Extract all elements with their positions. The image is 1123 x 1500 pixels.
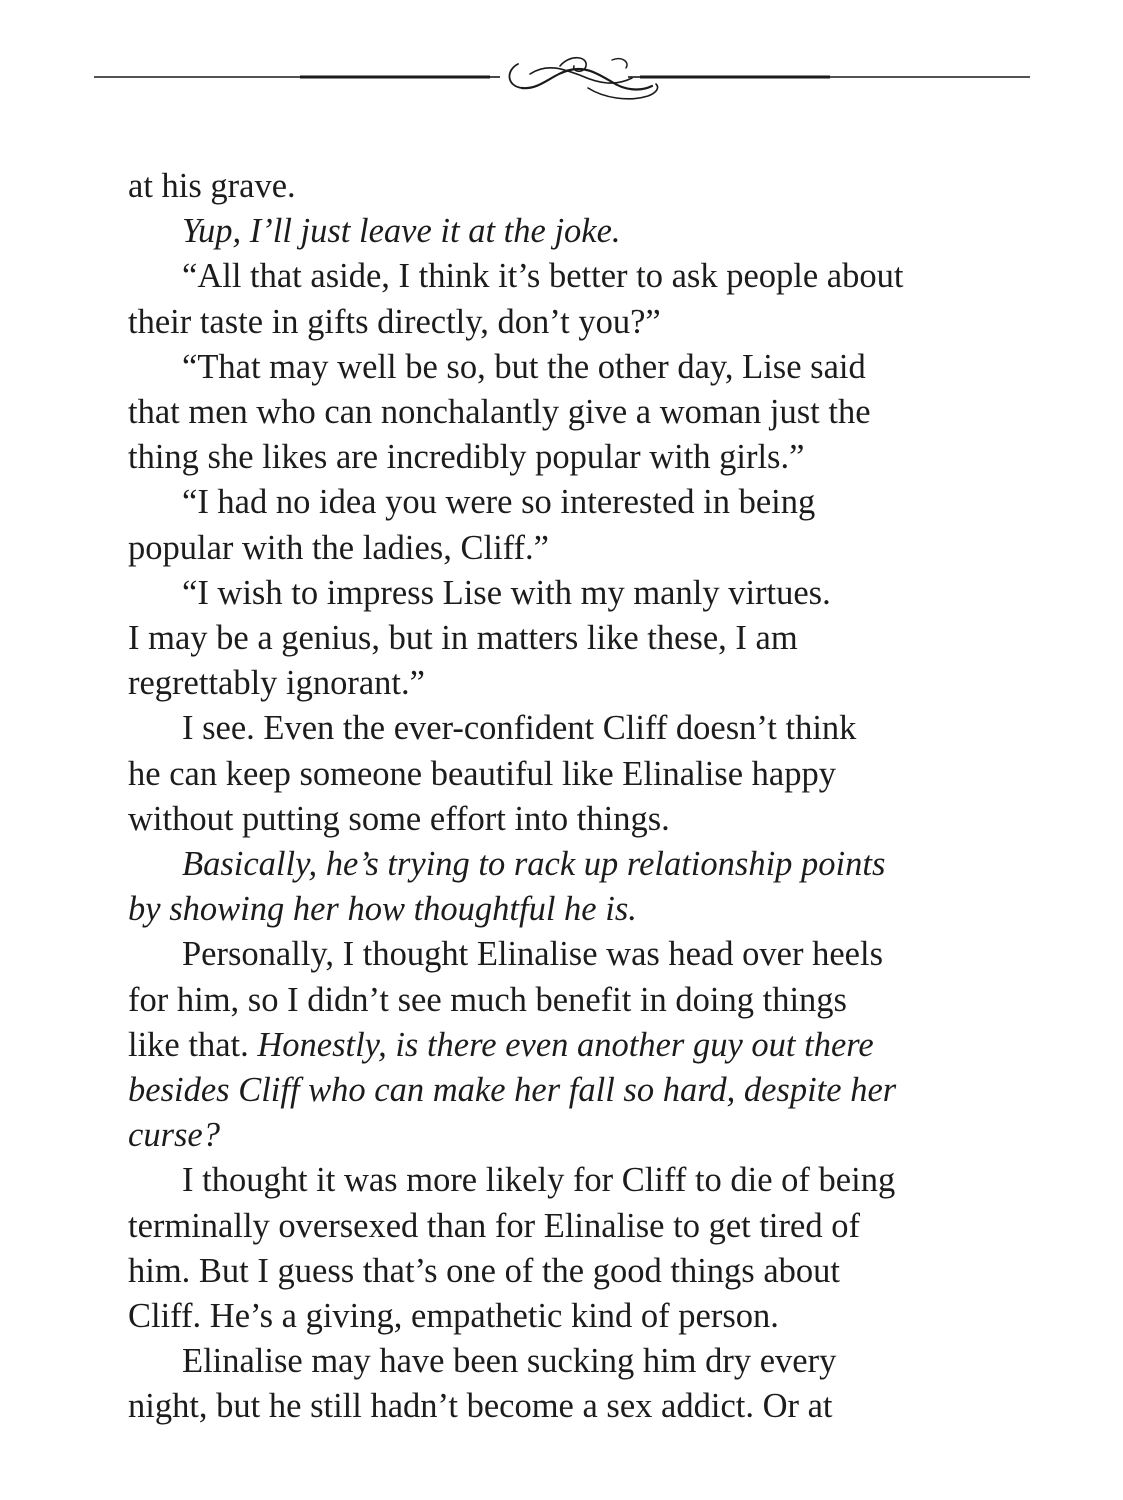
text-span: for him, so I didn’t see much benefit in doing things <box>128 980 847 1019</box>
text-span: at his grave. <box>128 167 296 205</box>
text-line <box>128 345 1008 390</box>
text-span: Cliff. He’s a giving, empathetic kind of person. <box>128 1297 779 1336</box>
text-line <box>128 435 1008 480</box>
text-span: Elinalise may have been sucking him dry every <box>182 1342 837 1381</box>
text-span: terminally oversexed than for Elinalise to get tired of <box>128 1206 860 1245</box>
text-span: “I wish to impress Lise with my manly virtues. <box>182 573 831 612</box>
text-line <box>128 1339 1008 1384</box>
text-span: without putting some effort into things. <box>128 799 670 838</box>
text-line <box>128 887 1008 932</box>
text-line <box>128 164 1008 209</box>
text-span: I thought it was more likely for Cliff to die of being <box>182 1161 896 1200</box>
text-span: like that. <box>128 1025 258 1064</box>
text-span: I see. Even the ever-confident Cliff doesn’t think <box>182 709 857 748</box>
italic-text-span: Yup, I’ll just leave it at the joke. <box>182 212 621 251</box>
text-line <box>128 1249 1008 1294</box>
text-span: night, but he still hadn’t become a sex addict. Or at <box>128 1387 833 1426</box>
text-line <box>128 209 1008 254</box>
text-line <box>128 1294 1008 1339</box>
text-line <box>128 752 1008 797</box>
text-line <box>128 706 1008 751</box>
text-span: “All that aside, I think it’s better to ask people about <box>182 257 904 296</box>
italic-text-span: Honestly, is there even another guy out there <box>257 1025 874 1064</box>
text-span: “That may well be so, but the other day, Lise said <box>182 347 866 386</box>
text-span: him. But I guess that’s one of the good things about <box>128 1251 840 1290</box>
text-span: he can keep someone beautiful like Elinalise happy <box>128 754 836 793</box>
text-span: popular with the ladies, Cliff.” <box>128 528 549 567</box>
italic-text-span: Basically, he’s trying to rack up relationship points <box>182 845 886 884</box>
text-span: Personally, I thought Elinalise was head over heels <box>182 935 884 974</box>
text-line <box>128 1023 1008 1068</box>
text-line <box>128 526 1008 571</box>
italic-text-span: by showing her how thoughtful he is. <box>128 890 637 929</box>
text-line <box>128 661 1008 706</box>
text-span: their taste in gifts directly, don’t you?” <box>128 302 661 341</box>
text-line <box>128 480 1008 525</box>
text-line <box>128 254 1008 299</box>
text-line <box>128 1068 1008 1113</box>
text-line <box>128 571 1008 616</box>
text-line <box>128 797 1008 842</box>
text-line <box>128 842 1008 887</box>
text-span: I may be a genius, but in matters like these, I am <box>128 619 798 658</box>
text-span: “I had no idea you were so interested in being <box>182 483 816 522</box>
text-line <box>128 1204 1008 1249</box>
text-span: that men who can nonchalantly give a woman just the <box>128 393 871 432</box>
flourish-ornament-icon <box>0 0 1123 130</box>
text-span: regrettably ignorant.” <box>128 664 425 703</box>
text-span: thing she likes are incredibly popular with girls.” <box>128 438 805 477</box>
text-line <box>128 1158 1008 1203</box>
text-line <box>128 932 1008 977</box>
text-line <box>128 1113 1008 1158</box>
text-line <box>128 390 1008 435</box>
italic-text-span: curse? <box>128 1116 220 1155</box>
body-text <box>128 164 1008 1430</box>
text-line <box>128 616 1008 661</box>
text-line <box>128 300 1008 345</box>
italic-text-span: besides Cliff who can make her fall so hard, despite her <box>128 1071 897 1110</box>
text-line <box>128 1384 1008 1429</box>
text-line <box>128 978 1008 1023</box>
